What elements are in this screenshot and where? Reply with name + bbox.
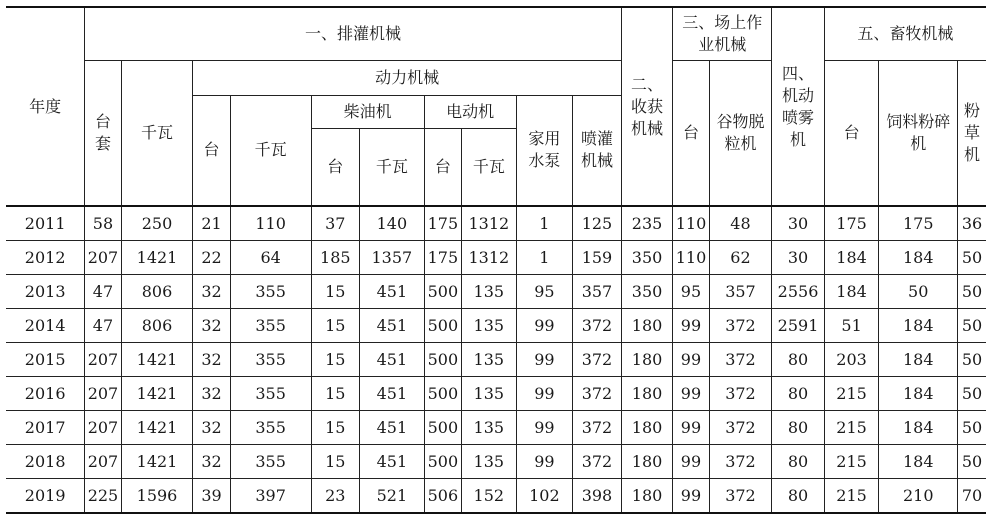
cell-thresher: 372	[709, 479, 772, 514]
table-row	[6, 479, 986, 514]
cell-grass-crusher: 50	[958, 445, 986, 479]
cell-thresher: 48	[709, 206, 772, 241]
cell-diesel-units: 15	[311, 411, 359, 445]
cell-irrigation-kw: 1596	[121, 479, 193, 514]
cell-household-pump: 95	[516, 275, 573, 309]
cell-power-units: 22	[193, 241, 230, 275]
cell-livestock-units: 203	[824, 343, 879, 377]
cell-diesel-units: 37	[311, 206, 359, 241]
cell-year: 2016	[6, 377, 85, 411]
cell-electric-kw: 135	[462, 377, 517, 411]
cell-diesel-kw: 451	[360, 411, 425, 445]
cell-irrigation-units: 207	[85, 241, 121, 275]
cell-irrigation-units: 207	[85, 377, 121, 411]
cell-irrigation-kw: 806	[121, 309, 193, 343]
header-power-machinery: 动力机械	[193, 60, 621, 95]
cell-diesel-kw: 140	[360, 206, 425, 241]
table-row	[6, 309, 986, 343]
cell-power-kw: 110	[230, 206, 311, 241]
cell-grass-crusher: 50	[958, 411, 986, 445]
cell-diesel-kw: 521	[360, 479, 425, 514]
cell-sprayer: 30	[772, 241, 825, 275]
cell-power-units: 32	[193, 445, 230, 479]
header-field-ops-group: 三、场上作业机械	[673, 7, 772, 60]
header-grass-crusher: 粉草机	[958, 60, 986, 206]
cell-sprinkler: 372	[573, 411, 622, 445]
cell-year: 2011	[6, 206, 85, 241]
table-row	[6, 275, 986, 309]
cell-electric-units: 500	[424, 411, 461, 445]
cell-diesel-units: 15	[311, 309, 359, 343]
cell-field-ops-units: 110	[673, 206, 709, 241]
cell-irrigation-units: 47	[85, 275, 121, 309]
cell-harvest: 350	[621, 275, 673, 309]
cell-irrigation-kw: 1421	[121, 343, 193, 377]
header-harvest: 二、收获机械	[621, 7, 673, 206]
cell-livestock-units: 184	[824, 275, 879, 309]
cell-sprinkler: 357	[573, 275, 622, 309]
cell-diesel-units: 15	[311, 343, 359, 377]
cell-power-kw: 355	[230, 275, 311, 309]
cell-harvest: 180	[621, 479, 673, 514]
cell-diesel-units: 15	[311, 445, 359, 479]
cell-electric-units: 500	[424, 377, 461, 411]
cell-harvest: 180	[621, 309, 673, 343]
cell-feed-crusher: 184	[879, 411, 958, 445]
cell-power-kw: 355	[230, 377, 311, 411]
cell-household-pump: 99	[516, 445, 573, 479]
header-year: 年度	[6, 7, 85, 206]
cell-diesel-units: 15	[311, 275, 359, 309]
table-row	[6, 445, 986, 479]
cell-harvest: 180	[621, 377, 673, 411]
cell-electric-units: 500	[424, 343, 461, 377]
cell-sprayer: 80	[772, 343, 825, 377]
cell-electric-kw: 135	[462, 309, 517, 343]
cell-thresher: 372	[709, 411, 772, 445]
cell-irrigation-kw: 250	[121, 206, 193, 241]
cell-electric-kw: 135	[462, 445, 517, 479]
cell-field-ops-units: 110	[673, 241, 709, 275]
cell-livestock-units: 215	[824, 377, 879, 411]
table-row	[6, 206, 986, 241]
cell-grass-crusher: 70	[958, 479, 986, 514]
cell-household-pump: 102	[516, 479, 573, 514]
cell-field-ops-units: 99	[673, 377, 709, 411]
cell-harvest: 235	[621, 206, 673, 241]
cell-year: 2017	[6, 411, 85, 445]
cell-feed-crusher: 184	[879, 309, 958, 343]
cell-diesel-kw: 451	[360, 309, 425, 343]
cell-electric-units: 500	[424, 445, 461, 479]
cell-feed-crusher: 184	[879, 377, 958, 411]
cell-electric-units: 500	[424, 309, 461, 343]
cell-electric-kw: 135	[462, 275, 517, 309]
cell-field-ops-units: 99	[673, 479, 709, 514]
cell-field-ops-units: 99	[673, 343, 709, 377]
cell-diesel-units: 185	[311, 241, 359, 275]
cell-harvest: 350	[621, 241, 673, 275]
cell-thresher: 357	[709, 275, 772, 309]
cell-irrigation-kw: 1421	[121, 377, 193, 411]
cell-harvest: 180	[621, 411, 673, 445]
header-sprinkler: 喷灌机械	[573, 95, 622, 206]
cell-livestock-units: 175	[824, 206, 879, 241]
cell-diesel-units: 15	[311, 377, 359, 411]
header-livestock-group: 五、畜牧机械	[824, 7, 986, 60]
table-row	[6, 377, 986, 411]
cell-sprinkler: 125	[573, 206, 622, 241]
header-electric-kw: 千瓦	[462, 128, 517, 206]
cell-livestock-units: 215	[824, 479, 879, 514]
cell-power-units: 32	[193, 275, 230, 309]
cell-sprinkler: 372	[573, 445, 622, 479]
cell-livestock-units: 215	[824, 411, 879, 445]
cell-harvest: 180	[621, 343, 673, 377]
cell-power-units: 32	[193, 411, 230, 445]
cell-electric-kw: 135	[462, 411, 517, 445]
cell-irrigation-kw: 806	[121, 275, 193, 309]
cell-household-pump: 99	[516, 343, 573, 377]
cell-grass-crusher: 36	[958, 206, 986, 241]
table-row	[6, 411, 986, 445]
table-row	[6, 343, 986, 377]
header-irrigation-units: 台套	[85, 60, 121, 206]
cell-irrigation-units: 225	[85, 479, 121, 514]
header-irrigation-kw: 千瓦	[121, 60, 193, 206]
header-diesel: 柴油机	[311, 95, 424, 128]
cell-livestock-units: 51	[824, 309, 879, 343]
cell-thresher: 372	[709, 445, 772, 479]
cell-sprayer: 80	[772, 411, 825, 445]
cell-electric-units: 175	[424, 241, 461, 275]
cell-electric-units: 506	[424, 479, 461, 514]
cell-irrigation-units: 207	[85, 411, 121, 445]
cell-power-kw: 64	[230, 241, 311, 275]
cell-year: 2014	[6, 309, 85, 343]
cell-grass-crusher: 50	[958, 241, 986, 275]
cell-feed-crusher: 50	[879, 275, 958, 309]
header-power-units: 台	[193, 95, 230, 206]
cell-year: 2013	[6, 275, 85, 309]
header-feed-crusher: 饲料粉碎机	[879, 60, 958, 206]
cell-household-pump: 1	[516, 241, 573, 275]
cell-thresher: 372	[709, 309, 772, 343]
header-household-pump: 家用水泵	[516, 95, 573, 206]
cell-thresher: 372	[709, 377, 772, 411]
cell-diesel-units: 23	[311, 479, 359, 514]
header-sprayer: 四、机动喷雾机	[772, 7, 825, 206]
cell-electric-kw: 152	[462, 479, 517, 514]
cell-livestock-units: 184	[824, 241, 879, 275]
agri-machinery-table	[6, 6, 986, 514]
cell-sprinkler: 372	[573, 343, 622, 377]
header-livestock-units: 台	[824, 60, 879, 206]
cell-electric-kw: 135	[462, 343, 517, 377]
cell-irrigation-kw: 1421	[121, 241, 193, 275]
cell-year: 2019	[6, 479, 85, 514]
header-irrigation-group: 一、排灌机械	[85, 7, 622, 60]
cell-sprinkler: 398	[573, 479, 622, 514]
header-diesel-kw: 千瓦	[360, 128, 425, 206]
cell-year: 2012	[6, 241, 85, 275]
cell-field-ops-units: 99	[673, 309, 709, 343]
cell-irrigation-kw: 1421	[121, 445, 193, 479]
cell-grass-crusher: 50	[958, 275, 986, 309]
cell-household-pump: 99	[516, 377, 573, 411]
cell-irrigation-units: 47	[85, 309, 121, 343]
header-electric-units: 台	[424, 128, 461, 206]
header-power-kw: 千瓦	[230, 95, 311, 206]
cell-power-kw: 397	[230, 479, 311, 514]
cell-sprinkler: 372	[573, 377, 622, 411]
cell-harvest: 180	[621, 445, 673, 479]
cell-household-pump: 99	[516, 411, 573, 445]
cell-field-ops-units: 99	[673, 411, 709, 445]
cell-sprayer: 80	[772, 377, 825, 411]
table-wrapper	[6, 6, 986, 514]
cell-power-kw: 355	[230, 343, 311, 377]
cell-power-kw: 355	[230, 309, 311, 343]
cell-sprinkler: 372	[573, 309, 622, 343]
cell-thresher: 62	[709, 241, 772, 275]
cell-thresher: 372	[709, 343, 772, 377]
cell-electric-kw: 1312	[462, 241, 517, 275]
cell-power-units: 32	[193, 343, 230, 377]
cell-feed-crusher: 184	[879, 343, 958, 377]
cell-year: 2018	[6, 445, 85, 479]
cell-feed-crusher: 184	[879, 445, 958, 479]
cell-electric-kw: 1312	[462, 206, 517, 241]
cell-sprayer: 80	[772, 445, 825, 479]
cell-grass-crusher: 50	[958, 377, 986, 411]
cell-feed-crusher: 175	[879, 206, 958, 241]
cell-livestock-units: 215	[824, 445, 879, 479]
cell-sprayer: 2556	[772, 275, 825, 309]
cell-feed-crusher: 210	[879, 479, 958, 514]
cell-feed-crusher: 184	[879, 241, 958, 275]
cell-electric-units: 500	[424, 275, 461, 309]
cell-diesel-kw: 451	[360, 343, 425, 377]
cell-irrigation-kw: 1421	[121, 411, 193, 445]
header-diesel-units: 台	[311, 128, 359, 206]
cell-sprayer: 30	[772, 206, 825, 241]
cell-diesel-kw: 451	[360, 445, 425, 479]
cell-sprayer: 2591	[772, 309, 825, 343]
table-row	[6, 241, 986, 275]
cell-diesel-kw: 451	[360, 377, 425, 411]
table-body	[6, 206, 986, 513]
cell-electric-units: 175	[424, 206, 461, 241]
header-field-ops-units: 台	[673, 60, 709, 206]
cell-diesel-kw: 1357	[360, 241, 425, 275]
cell-irrigation-units: 207	[85, 343, 121, 377]
cell-sprayer: 80	[772, 479, 825, 514]
cell-power-kw: 355	[230, 445, 311, 479]
cell-household-pump: 1	[516, 206, 573, 241]
cell-power-units: 32	[193, 377, 230, 411]
cell-household-pump: 99	[516, 309, 573, 343]
cell-grass-crusher: 50	[958, 343, 986, 377]
cell-field-ops-units: 95	[673, 275, 709, 309]
cell-sprinkler: 159	[573, 241, 622, 275]
cell-diesel-kw: 451	[360, 275, 425, 309]
cell-power-units: 21	[193, 206, 230, 241]
cell-power-units: 39	[193, 479, 230, 514]
header-electric: 电动机	[424, 95, 516, 128]
header-thresher: 谷物脱粒机	[709, 60, 772, 206]
cell-grass-crusher: 50	[958, 309, 986, 343]
cell-power-kw: 355	[230, 411, 311, 445]
cell-field-ops-units: 99	[673, 445, 709, 479]
cell-power-units: 32	[193, 309, 230, 343]
cell-year: 2015	[6, 343, 85, 377]
cell-irrigation-units: 58	[85, 206, 121, 241]
cell-irrigation-units: 207	[85, 445, 121, 479]
